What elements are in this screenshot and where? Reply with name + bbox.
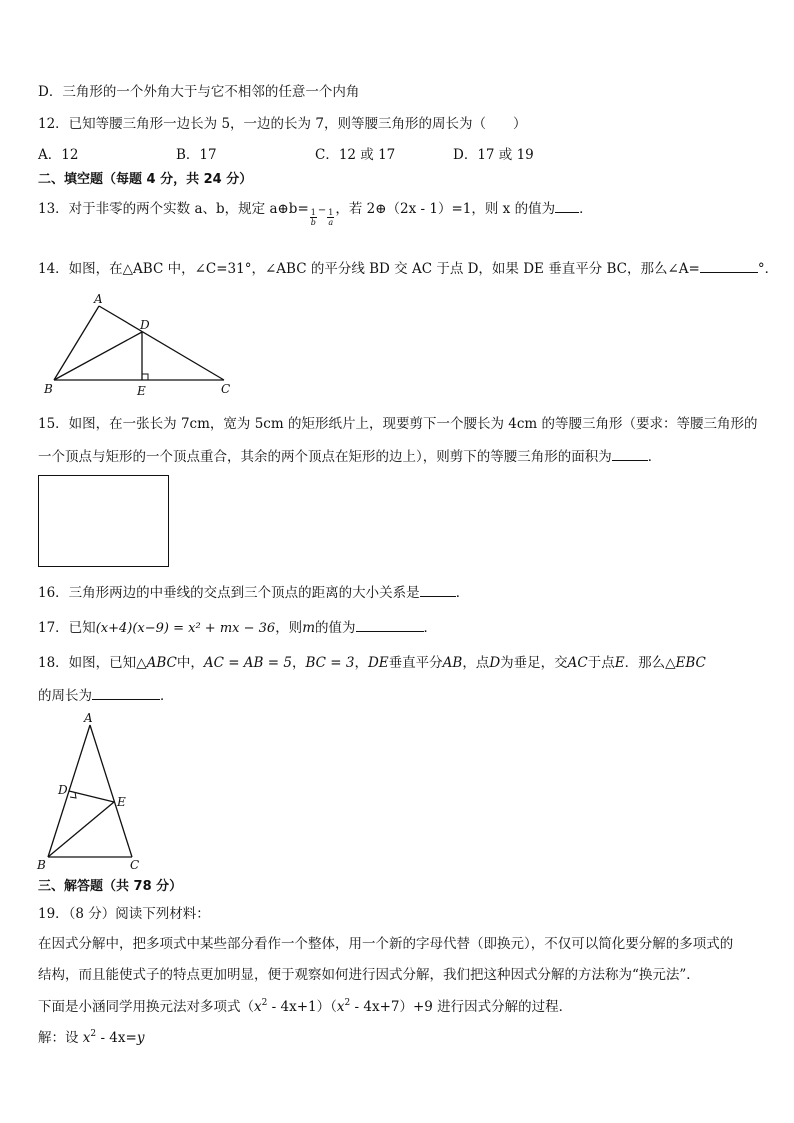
q11-option-d: D．三角形的一个外角大于与它不相邻的任意一个内角 [38, 84, 360, 100]
q14-bisector-bd [54, 332, 142, 380]
q13-answer-blank[interactable] [555, 198, 579, 213]
q19-paragraph-2: 结构，而且能使式子的特点更加明显，便于观察如何进行因式分解，我们把这种因式分解的方法称为“换元法”． [38, 967, 700, 983]
q13-stem: 13．对于非零的两个实数 a、b，规定 a⊕b= $\frac{1}{b}$ − $\frac{1}{a}$ ，若 2⊕（2x - 1）=1，则 x 的值为 ． [38, 198, 593, 221]
q17-answer-blank[interactable] [356, 617, 424, 632]
q14-label-c: C [221, 382, 231, 396]
q14-side-ac [99, 306, 224, 380]
q18-label-b: B [37, 858, 46, 872]
q16-answer-blank[interactable] [420, 582, 456, 597]
q12-stem: 12．已知等腰三角形一边长为 5，一边的长为 7，则等腰三角形的周长为（ ） [38, 116, 527, 132]
q14-text: 14．如图，在△ABC 中，∠C=31°，∠ABC 的平分线 BD 交 AC 于点 D，如果 DE 垂直平分 BC，那么∠A= [38, 261, 700, 277]
q14-label-d: D [140, 318, 150, 332]
q14-triangle-figure [40, 290, 240, 400]
q12-option-d: D．17 或 19 [453, 147, 534, 163]
q14-label-e: E [137, 384, 146, 398]
q14-right-angle-mark [142, 374, 148, 380]
q14-label-b: B [44, 382, 53, 396]
section-fill-in-heading: 二、填空题（每题 4 分，共 24 分） [38, 172, 253, 187]
q18-side-ac [90, 725, 132, 857]
q15-stem-line2: 一个顶点与矩形的一个顶点重合，其余的两个顶点在矩形的边上），则剪下的等腰三角形的面积为 ． [38, 446, 661, 467]
q18-triangle-figure [34, 710, 154, 875]
q15-answer-blank[interactable] [612, 446, 648, 461]
q18-right-angle-mark [70, 792, 76, 798]
q14-stem: 14．如图，在△ABC 中，∠C=31°，∠ABC 的平分线 BD 交 AC 于点 D，如果 DE 垂直平分 BC，那么∠A= °． [38, 258, 778, 279]
q18-segment-be [48, 802, 114, 857]
q19-paragraph-3: 下面是小涵同学用换元法对多项式$(x^2 - 4x+1)(x^2 - 4x+7)+9$ 进行因式分解的过程． [38, 998, 573, 1015]
q16-stem: 16．三角形两边的中垂线的交点到三个顶点的距离的大小关系是 ． [38, 582, 469, 603]
q14-answer-blank[interactable] [700, 258, 758, 273]
q17-formula: (x+4)(x−9) = x² + mx − 36 [95, 621, 276, 636]
q18-stem-line1: 18．如图，已知△ABC中，AC = AB = 5，BC = 3，DE垂直平分AB，点D为垂足，交AC于点E．那么△EBC [38, 655, 706, 671]
q12-option-a: A．12 [38, 147, 79, 163]
q14-side-ab [54, 306, 99, 380]
q18-label-a: A [84, 711, 93, 725]
q19-title: 19．（8 分）阅读下列材料： [38, 906, 210, 922]
q13-frac-1: $\frac{1}{b}$ [310, 208, 316, 227]
q15-rectangle-figure [38, 475, 169, 567]
q18-answer-blank[interactable] [92, 685, 160, 700]
q18-label-c: C [130, 858, 140, 872]
q15-stem-line1: 15．如图，在一张长为 7cm，宽为 5cm 的矩形纸片上，现要剪下一个腰长为 4cm 的等腰三角形（要求：等腰三角形的 [38, 416, 758, 432]
q18-label-e: E [117, 795, 126, 809]
q13-post: ，若 2⊕（2x - 1）=1，则 x 的值为 [335, 201, 556, 217]
q13-frac-2: $\frac{1}{a}$ [328, 208, 334, 227]
q18-label-d: D [58, 783, 68, 797]
q13-pre: 13．对于非零的两个实数 a、b，规定 a⊕b= [38, 201, 309, 217]
q18-stem-line2: 的周长为 ． [38, 685, 174, 706]
q14-label-a: A [94, 292, 103, 306]
q19-paragraph-1: 在因式分解中，把多项式中某些部分看作一个整体，用一个新的字母代替（即换元），不仅可以简化要分解的多项式的 [38, 936, 734, 952]
q19-solution-start: 解：设 $x^2 - 4x=y$ [38, 1029, 145, 1046]
q12-option-b: B．17 [176, 147, 217, 163]
q17-stem: 17．已知(x+4)(x−9) = x² + mx − 36，则m的值为 ． [38, 617, 437, 639]
q12-option-c: C．12 或 17 [315, 147, 396, 163]
section-answer-heading: 三、解答题（共 78 分） [38, 879, 183, 894]
